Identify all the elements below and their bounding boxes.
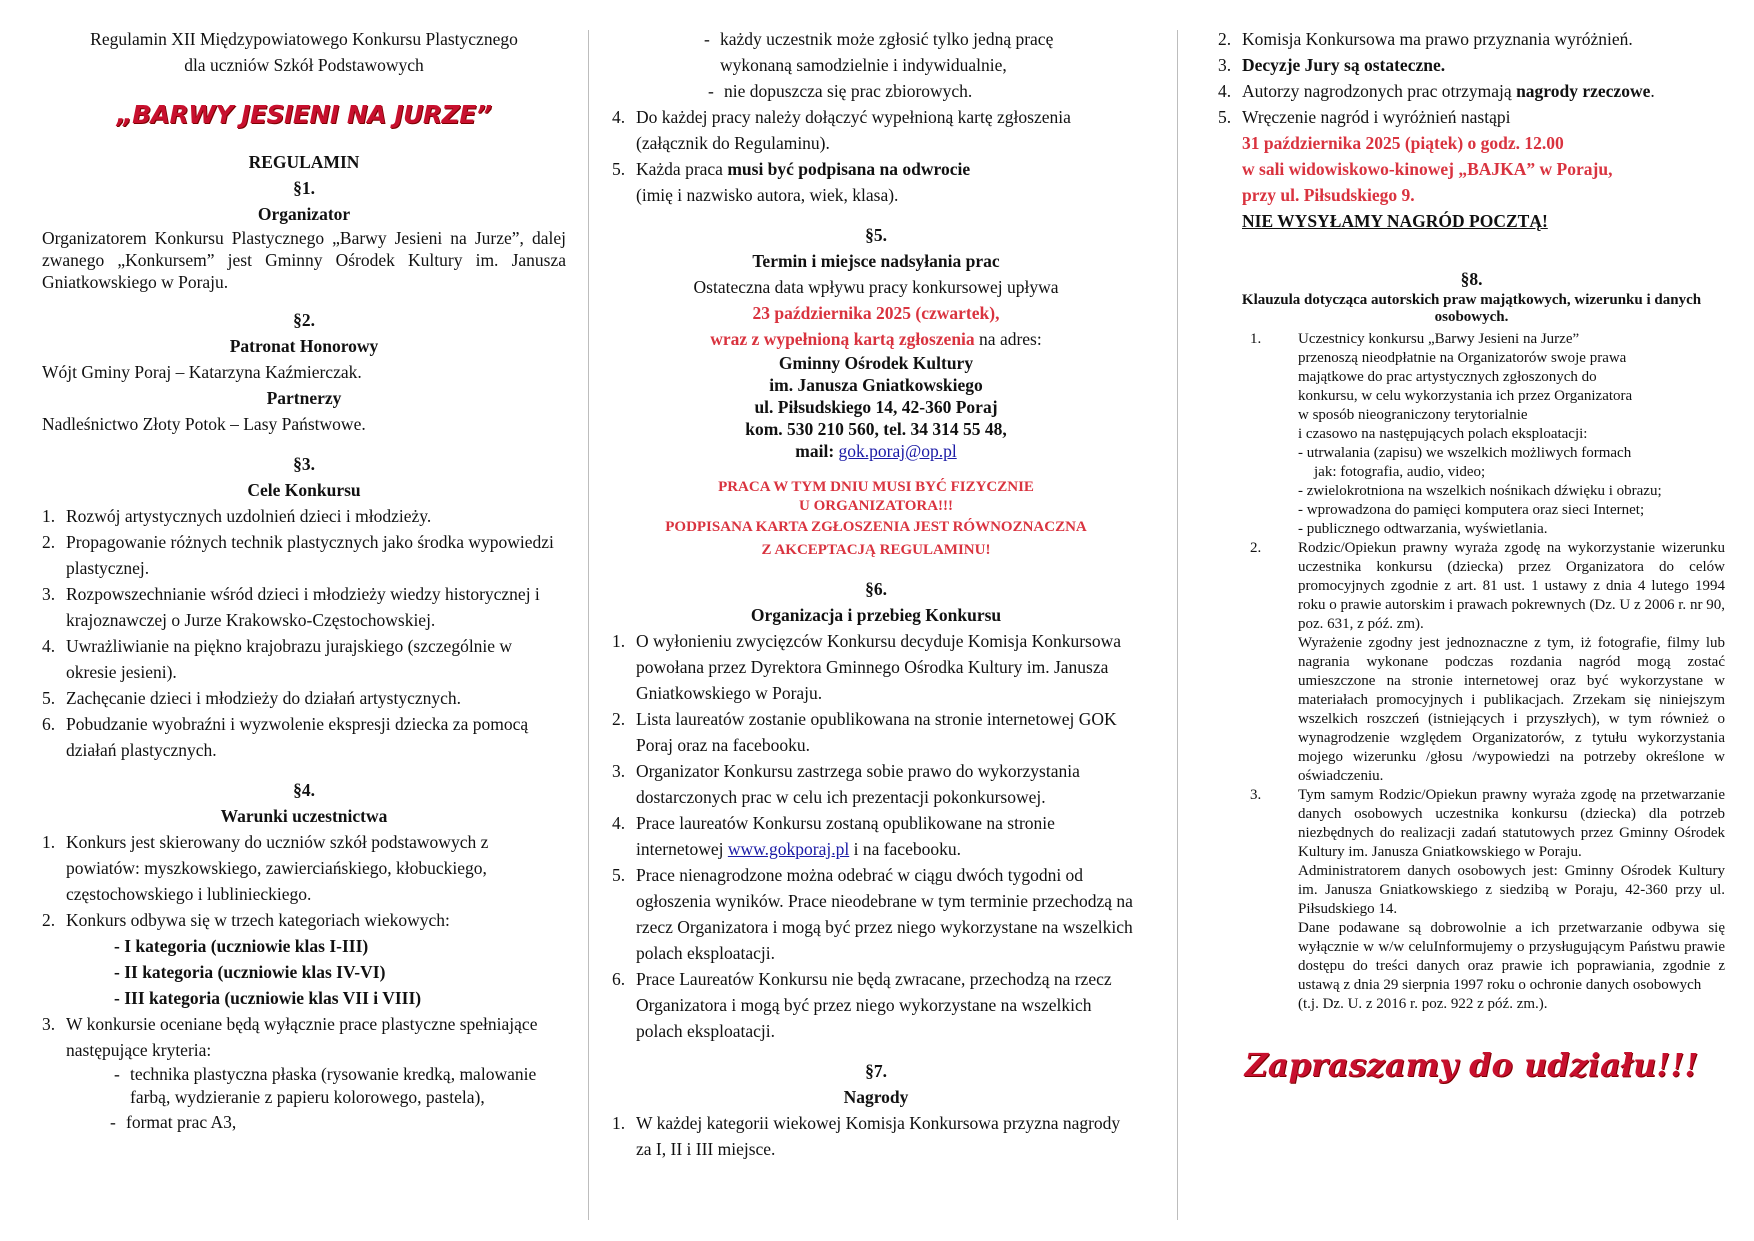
list-item — [42, 829, 566, 907]
item-text-c: (imię i nazwisko autora, wiek, klasa). — [636, 185, 899, 205]
list-item — [42, 685, 566, 711]
list-item — [42, 1011, 566, 1063]
ceremony-address: przy ul. Piłsudskiego 9. — [1242, 185, 1415, 205]
item-text — [1298, 539, 1725, 786]
item-text-a: Autorzy nagrodzonych prac otrzymają — [1242, 81, 1517, 101]
list-item — [612, 810, 1140, 862]
item-number: 5. — [612, 865, 626, 885]
warning-line-2: U ORGANIZATORA!!! — [798, 498, 954, 514]
item-text: Lista laureatów zostanie opublikowana na stronie internetowej GOK Poraj oraz na facebooku. — [636, 709, 1117, 755]
column-3 — [1218, 26, 1725, 1084]
list-item — [612, 966, 1140, 1044]
item-number: 2. — [42, 532, 56, 552]
list-item — [612, 104, 1140, 156]
warning-line-3: PODPISANA KARTA ZGŁOSZENIA JEST RÓWNOZNACZNA — [665, 519, 1087, 535]
list-item — [1218, 330, 1725, 539]
closing-invitation: Zapraszamy do udziału!!! — [1244, 1046, 1699, 1084]
section-2-text: Wójt Gminy Poraj – Katarzyna Kaźmierczak. — [42, 362, 362, 382]
list-item — [1218, 539, 1725, 786]
item-number: 5. — [42, 688, 56, 708]
clause-1-text: Uczestnicy konkursu „Barwy Jesieni na Jurze” przenoszą nieodpłatnie na Organizatorów swoje prawa majątkowe do prac artystycznych zgłoszonych do konkursu, w celu wykorzystania ich przez Organizatora w sposób nieograniczony terytorialnie — [1298, 331, 1633, 423]
section-8-title: Klauzula dotycząca autorskich praw majątkowych, wizerunku i danych osobowych. — [1241, 292, 1702, 325]
item-number: 3. — [1250, 787, 1262, 803]
section-4-title: Warunki uczestnictwa — [220, 806, 388, 826]
section-2-title: Patronat Honorowy — [229, 336, 379, 356]
item-number: 4. — [612, 107, 626, 127]
item-text-bold: nagrody rzeczowe — [1516, 81, 1651, 101]
address-line-1: Gminny Ośrodek Kultury — [778, 353, 974, 373]
item-number: 1. — [1250, 331, 1262, 347]
prizes-list-cont — [1218, 26, 1725, 130]
item-number: 5. — [1218, 107, 1232, 127]
deadline-form — [612, 326, 1140, 352]
item-text-c: . — [1650, 81, 1655, 101]
category-3: - III kategoria (uczniowie klas VII i VIII) — [114, 988, 422, 1008]
section-4-number: §4. — [293, 780, 315, 800]
section-7-title: Nagrody — [843, 1087, 909, 1107]
column-divider-2 — [1177, 30, 1178, 1220]
header-line-2: dla uczniów Szkół Podstawowych — [184, 55, 424, 75]
partners-text: Nadleśnictwo Złoty Potok – Lasy Państwowe. — [42, 414, 366, 434]
criterion-text: format prac A3, — [126, 1112, 237, 1132]
contest-title: „BARWY JESIENI NA JURZE” — [116, 100, 492, 129]
no-mail-notice: NIE WYSYŁAMY NAGRÓD POCZTĄ! — [1242, 211, 1548, 231]
section-1-number: §1. — [293, 178, 315, 198]
item-number: 4. — [1218, 81, 1232, 101]
prizes-list — [612, 1110, 1140, 1162]
ceremony-venue: w sali widowiskowo-kinowej „BAJKA” w Poraju, — [1242, 159, 1613, 179]
email-line — [612, 440, 1140, 462]
regulamin-heading: REGULAMIN — [248, 152, 360, 172]
list-item — [42, 711, 566, 763]
criterion-2: - format prac A3, — [42, 1109, 566, 1135]
criterion-1: - technika plastyczna płaska (rysowanie kredką, malowanie farbą, wydzieranie z papieru kolorowego, pastela), — [42, 1063, 566, 1109]
clause-3-admin: Administratorem danych osobowych jest: Gminny Ośrodek Kultury im. Janusza Gniatkowskiego z siedzibą w Poraju, 42-360 przy ul. Piłsudskiego 14. — [1298, 863, 1725, 917]
item-number: 1. — [612, 1113, 626, 1133]
item-number: 2. — [1250, 540, 1262, 556]
email-label: mail: — [795, 441, 839, 461]
item-number: 2. — [1218, 29, 1232, 49]
clause-3-rights: Dane podawane są dobrowolnie a ich przetwarzanie odbywa się wyłącznie w w/w celuInformujemy o przysługującym Państwu prawie dostępu do treści danych oraz prawie ich poprawiania, zgodnie z ustawą z dnia 29 sierpnia 1997 roku o ochronie danych osobowych — [1298, 920, 1725, 993]
list-item — [612, 758, 1140, 810]
item-text: O wyłonieniu zwycięzców Konkursu decyduje Komisja Konkursowa powołana przez Dyrektora Gminnego Ośrodka Kultury im. Janusza Gniatkowskiego w Poraju. — [636, 631, 1122, 703]
field-2: - zwielokrotniona na wszelkich nośnikach dźwięku i obrazu; — [1298, 483, 1662, 499]
list-item — [1218, 104, 1725, 130]
column-2 — [612, 26, 1140, 1162]
item-text: Uwrażliwianie na piękno krajobrazu jurajskiego (szczególnie w okresie jesieni). — [66, 636, 513, 682]
deadline-date: 23 października 2025 (czwartek), — [752, 303, 1000, 323]
field-1: - utrwalania (zapisu) we wszelkich możliwych formach — [1298, 445, 1632, 461]
section-3-title: Cele Konkursu — [247, 480, 361, 500]
address-line-2: im. Janusza Gniatkowskiego — [769, 375, 983, 395]
category-1: - I kategoria (uczniowie klas I-III) — [114, 936, 369, 956]
list-item — [1218, 786, 1725, 1014]
goals-list — [42, 503, 566, 763]
field-1-cont: jak: fotografia, audio, video; — [1314, 464, 1486, 480]
item-text: Zachęcanie dzieci i młodzieży do działań artystycznych. — [66, 688, 462, 708]
deadline-intro: Ostateczna data wpływu pracy konkursowej upływa — [693, 277, 1059, 297]
item-text — [1242, 78, 1725, 104]
item-text: W konkursie oceniane będą wyłącznie prace plastyczne spełniające następujące kryteria: — [66, 1014, 538, 1060]
item-text — [636, 810, 1140, 862]
list-item — [42, 581, 566, 633]
item-text: Konkurs odbywa się w trzech kategoriach wiekowych: — [66, 910, 450, 930]
item-text: Pobudzanie wyobraźni i wyzwolenie ekspresji dziecka za pomocą działań plastycznych. — [66, 714, 529, 760]
clause-2-text: Rodzic/Opiekun prawny wyraża zgodę na wykorzystanie wizerunku uczestnika konkursu (dziecka) przez Organizatora do celów promocyjnych zgodnie z art. 81 ust. 1 ustawy z dnia 4 lutego 1994 roku o prawie autorskim i prawach pokrewnych (Dz. U z 2006 r. nr 90, poz. 631, z póź. zm). — [1298, 540, 1725, 632]
section-7-number: §7. — [865, 1061, 887, 1081]
warning-line-4: Z AKCEPTACJĄ REGULAMINU! — [761, 542, 991, 558]
section-3-number: §3. — [293, 454, 315, 474]
header-line-1: Regulamin XII Międzypowiatowego Konkursu Plastycznego — [90, 29, 518, 49]
item-number: 6. — [42, 714, 56, 734]
partners-title: Partnerzy — [266, 388, 342, 408]
item-text: Rozwój artystycznych uzdolnień dzieci i młodzieży. — [66, 506, 432, 526]
ceremony-date: 31 października 2025 (piątek) o godz. 12.00 — [1242, 133, 1564, 153]
list-item — [1218, 26, 1725, 52]
clause-3-text: Tym samym Rodzic/Opiekun prawny wyraża zgodę na przetwarzanie danych osobowych uczestnika konkursu (dziecka) dla potrzeb niezbędnych do realizacji zadań statutowych przez Gminny Ośrodek Kultury im. Janusza Gniatkowskiego w Poraju. — [1298, 787, 1725, 860]
list-item — [612, 628, 1140, 706]
item-text: Prace nienagrodzone można odebrać w ciągu dwóch tygodni od ogłoszenia wyników. Prace nieodebrane w tym terminie przechodzą na rzecz Organizatora i mogą być przez niego wykorzystane na wszelkich polach eksploatacji. — [636, 865, 1133, 963]
item-number: 6. — [612, 969, 626, 989]
form-note: wraz z wypełnioną kartą zgłoszenia — [710, 329, 975, 349]
conditions-list-cont — [42, 1011, 566, 1063]
item-number: 3. — [42, 584, 56, 604]
item-number: 1. — [42, 506, 56, 526]
item-number: 3. — [1218, 55, 1232, 75]
item-number: 5. — [612, 159, 626, 179]
section-6-number: §6. — [865, 579, 887, 599]
clause-list — [1218, 330, 1725, 1014]
list-item — [612, 156, 1140, 208]
clause-3-ref: (t.j. Dz. U. z 2016 r. poz. 922 z póź. zm.). — [1298, 996, 1548, 1012]
list-item — [42, 907, 566, 933]
list-item — [1218, 78, 1725, 104]
item-number: 2. — [42, 910, 56, 930]
item-text-b: i na facebooku. — [849, 839, 961, 859]
item-text: Organizator Konkursu zastrzega sobie prawo do wykorzystania dostarczonych prac w celu ich prezentacji pokonkursowej. — [636, 761, 1080, 807]
conditions-list — [42, 829, 566, 933]
item-text: Komisja Konkursowa ma prawo przyznania wyróżnień. — [1242, 29, 1633, 49]
item-text — [1298, 786, 1725, 1014]
address-label: na adres: — [974, 329, 1042, 349]
item-text: Propagowanie różnych technik plastycznych jako środka wypowiedzi plastycznej. — [66, 532, 554, 578]
section-5-number: §5. — [865, 225, 887, 245]
list-item — [42, 633, 566, 685]
item-number: 4. — [42, 636, 56, 656]
conditions-list-end — [612, 104, 1140, 208]
item-text-a: Prace laureatów Konkursu zostaną opublikowane na stronie internetowej — [636, 813, 1055, 859]
field-3: - wprowadzona do pamięci komputera oraz sieci Internet; — [1298, 502, 1645, 518]
column-1 — [42, 26, 566, 1135]
clause-2-consent: Wyrażenie zgodny jest jednoznaczne z tym, iż fotografie, filmy lub nagrania wykonane podczas rozdania nagród mogą zostać umieszczone na stronie internetowej oraz być wykorzystane w materiałach promocyjnych i publikacjach. Zrzekam się niniejszym wszelkich roszczeń (istniejących i przyszłych), w tym również o wynagrodzenie względem Organizatorów, z tytułu wykorzystania mojego wizerunku /głosu /wypowiedzi na potrzeby określone w oświadczeniu. — [1298, 635, 1725, 784]
list-item — [612, 1110, 1140, 1162]
item-number: 1. — [612, 631, 626, 651]
item-text — [636, 156, 1140, 208]
list-item — [42, 503, 566, 529]
criterion-4: - nie dopuszcza się prac zbiorowych. — [612, 78, 1140, 104]
list-item — [1218, 52, 1725, 78]
list-item — [612, 706, 1140, 758]
section-1-title: Organizator — [257, 204, 351, 224]
section-2-number: §2. — [293, 310, 315, 330]
item-text: Wręczenie nagród i wyróżnień nastąpi — [1242, 107, 1511, 127]
item-text: Prace Laureatów Konkursu nie będą zwracane, przechodzą na rzecz Organizatora i mogą być przez niego wykorzystane na wszelkich polach eksploatacji. — [636, 969, 1112, 1041]
item-text: Decyzje Jury są ostateczne. — [1242, 55, 1446, 75]
email-link[interactable]: gok.poraj@op.pl — [838, 441, 957, 461]
item-text: W każdej kategorii wiekowej Komisja Konkursowa przyzna nagrody za I, II i III miejsce. — [636, 1113, 1121, 1159]
item-text — [1298, 330, 1725, 539]
item-number: 1. — [42, 832, 56, 852]
criterion-text: nie dopuszcza się prac zbiorowych. — [724, 81, 973, 101]
item-text-a: Każda praca — [636, 159, 728, 179]
criterion-text: technika plastyczna płaska (rysowanie kredką, malowanie farbą, wydzieranie z papieru kolorowego, pastela), — [130, 1064, 537, 1107]
list-item — [612, 862, 1140, 966]
address-line-3: ul. Piłsudskiego 14, 42-360 Poraj — [754, 397, 998, 417]
organization-list — [612, 628, 1140, 1044]
item-text: Do każdej pracy należy dołączyć wypełnioną kartę zgłoszenia (załącznik do Regulaminu). — [636, 107, 1071, 153]
website-link[interactable]: www.gokporaj.pl — [727, 839, 850, 859]
list-item — [42, 529, 566, 581]
category-2: - II kategoria (uczniowie klas IV-VI) — [114, 962, 386, 982]
item-number: 3. — [42, 1014, 56, 1034]
item-text-bold: musi być podpisana na odwrocie — [727, 159, 971, 179]
section-8-number: §8. — [1460, 269, 1483, 289]
section-1-text: Organizatorem Konkursu Plastycznego „Barwy Jesieni na Jurze”, dalej zwanego „Konkursem” jest Gminny Ośrodek Kultury im. Janusza Gniatkowskiego w Poraju. — [42, 228, 566, 292]
warning-line-1: PRACA W TYM DNIU MUSI BYĆ FIZYCZNIE — [718, 479, 1034, 495]
address-line-4: kom. 530 210 560, tel. 34 314 55 48, — [745, 419, 1007, 439]
criterion-text: każdy uczestnik może zgłosić tylko jedną pracę wykonaną samodzielnie i indywidualnie, — [720, 29, 1054, 75]
item-number: 4. — [612, 813, 626, 833]
item-text: Konkurs jest skierowany do uczniów szkół podstawowych z powiatów: myszkowskiego, zawierciańskiego, kłobuckiego, częstochowskiego i lublinieckiego. — [66, 832, 489, 904]
clause-1-fields: i czasowo na następujących polach eksploatacji: — [1298, 426, 1588, 442]
item-number: 3. — [612, 761, 626, 781]
item-text: Rozpowszechnianie wśród dzieci i młodzieży wiedzy historycznej i krajoznawczej o Jurze Krakowsko-Częstochowskiej. — [66, 584, 540, 630]
column-divider-1 — [588, 30, 589, 1220]
field-4: - publicznego odtwarzania, wyświetlania. — [1298, 521, 1548, 537]
section-6-title: Organizacja i przebieg Konkursu — [750, 605, 1002, 625]
criterion-3: - każdy uczestnik może zgłosić tylko jedną pracę wykonaną samodzielnie i indywidualnie, — [612, 26, 1140, 78]
section-5-title: Termin i miejsce nadsyłania prac — [752, 251, 1000, 271]
item-number: 2. — [612, 709, 626, 729]
